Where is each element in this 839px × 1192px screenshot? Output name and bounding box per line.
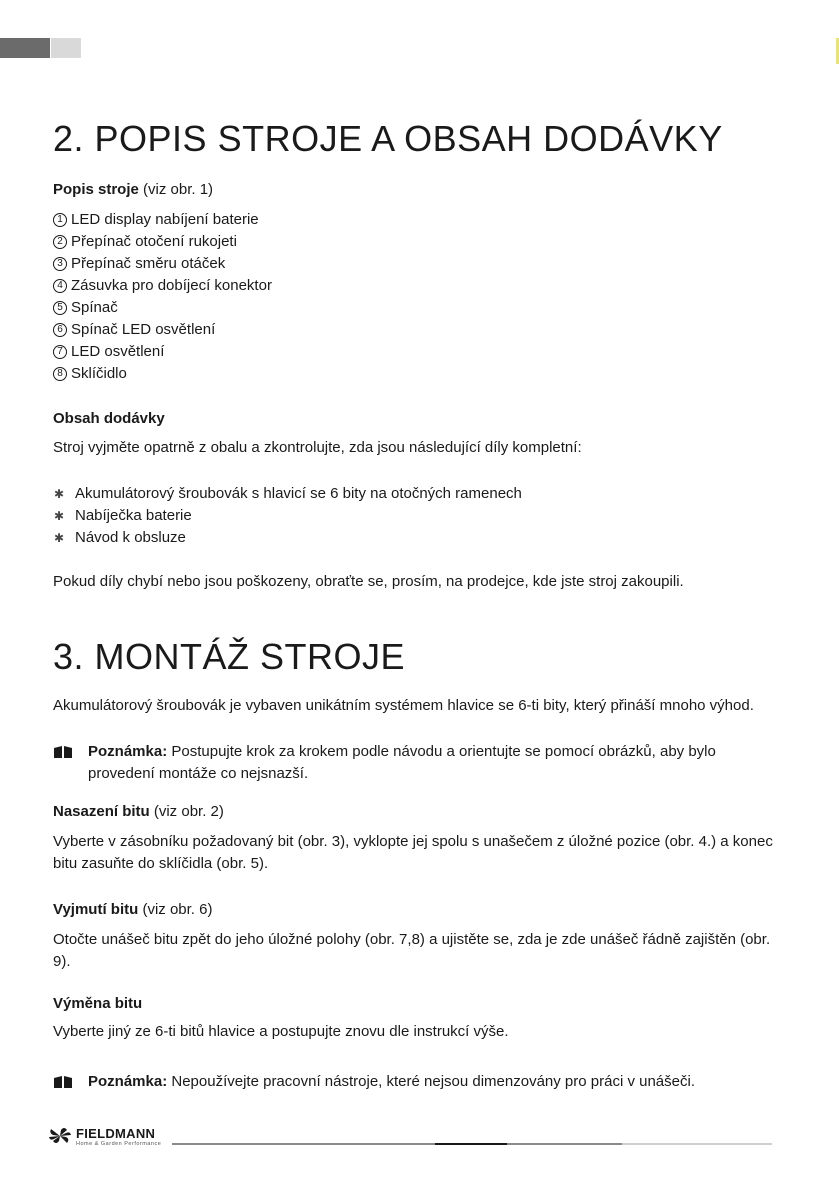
circled-number: 4 [53,279,67,293]
brand-tagline: Home & Garden Performance [76,1140,162,1147]
list-item [53,527,522,549]
section3-title: 3. MONTÁŽ STROJE [53,636,406,677]
list-item-label: Návod k obsluze [75,529,186,546]
circled-number: 3 [53,257,67,271]
list-item-label: Zásuvka pro dobíjecí konektor [71,277,272,294]
circled-number: 1 [53,213,67,227]
list-item [53,363,272,385]
vymena-text: Vyberte jiný ze 6-ti bitů hlavice a postupujte znovu dle instrukcí výše. [53,1023,509,1040]
list-item [53,341,272,363]
obsah-heading-label: Obsah dodávky [53,410,165,427]
section3-intro: Akumulátorový šroubovák je vybaven unikátním systémem hlavice se 6-ti bity, který přináší mnoho výhod. [53,697,754,714]
note-2 [53,1071,783,1093]
flower-bullet-icon: ✱ [53,509,65,523]
popis-heading [53,181,213,198]
circled-number: 7 [53,345,67,359]
list-item [53,253,272,275]
footer-line-dark [435,1143,507,1145]
obsah-heading [53,410,165,427]
note-text: Nepoužívejte pracovní nástroje, které nejsou dimenzovány pro práci v unášeči. [171,1073,695,1090]
vymena-heading [53,995,142,1012]
circled-number: 6 [53,323,67,337]
circled-number: 5 [53,301,67,315]
list-item [53,319,272,341]
list-item-label: Spínač [71,299,118,316]
page-tab-light [51,38,81,58]
footer-logo [47,1125,161,1147]
book-icon [53,1075,73,1089]
list-item-label: LED osvětlení [71,343,165,360]
nasazeni-heading [53,803,224,820]
list-item [53,209,272,231]
list-item-label: Akumulátorový šroubovák s hlavicí se 6 bity na otočných ramenech [75,485,522,502]
footer-line-light [622,1143,772,1145]
obsah-intro: Stroj vyjměte opatrně z obalu a zkontrolujte, zda jsou následující díly kompletní: [53,439,582,456]
book-icon [53,745,73,759]
list-item-label: Přepínač směru otáček [71,255,226,272]
note-label: Poznámka: [88,743,168,760]
list-item [53,231,272,253]
section2-title: 2. POPIS STROJE A OBSAH DODÁVKY [53,118,723,159]
vyjmuti-ref: (viz obr. 6) [142,901,213,918]
list-item-label: Sklíčidlo [71,365,127,382]
note-label: Poznámka: [88,1073,168,1090]
list-item-label: LED display nabíjení baterie [71,211,259,228]
vyjmuti-heading-label: Vyjmutí bitu [53,901,139,918]
note-1 [53,741,783,785]
nasazeni-ref: (viz obr. 2) [153,803,224,820]
list-item [53,297,272,319]
vyjmuti-text: Otočte unášeč bitu zpět do jeho úložné polohy (obr. 7,8) a ujistěte se, zda je zde unášeč řádně zajištěn (obr. 9). [53,931,771,970]
vymena-heading-label: Výměna bitu [53,995,143,1012]
popis-list [53,209,272,385]
footer-line-grey-2 [507,1143,622,1145]
flower-bullet-icon: ✱ [53,487,65,501]
obsah-outro: Pokud díly chybí nebo jsou poškozeny, obraťte se, prosím, na prodejce, kde jste stroj zakoupili. [53,573,684,590]
list-item [53,483,522,505]
nasazeni-text: Vyberte v zásobníku požadovaný bit (obr. 3), vyklopte jej spolu s unašečem z úložné pozice (obr. 4.) a konec bitu zasuňte do sklíčidla (obr. 5). [53,833,773,872]
page-tab-dark [0,38,50,58]
footer-line-grey [172,1143,435,1145]
vyjmuti-heading [53,901,212,918]
fieldmann-fan-icon [47,1125,73,1147]
list-item [53,505,522,527]
popis-ref: (viz obr. 1) [143,181,214,198]
flower-bullet-icon: ✱ [53,531,65,545]
note-text: Postupujte krok za krokem podle návodu a orientujte se pomocí obrázků, aby bylo provedení montáže co nejsnazší. [88,743,716,782]
list-item [53,275,272,297]
list-item-label: Nabíječka baterie [75,507,192,524]
circled-number: 2 [53,235,67,249]
list-item-label: Přepínač otočení rukojeti [71,233,237,250]
nasazeni-heading-label: Nasazení bitu [53,803,150,820]
brand-name: FIELDMANN [76,1125,156,1141]
popis-heading-label: Popis stroje [53,181,139,198]
circled-number: 8 [53,367,67,381]
obsah-list [53,483,522,549]
list-item-label: Spínač LED osvětlení [71,321,216,338]
